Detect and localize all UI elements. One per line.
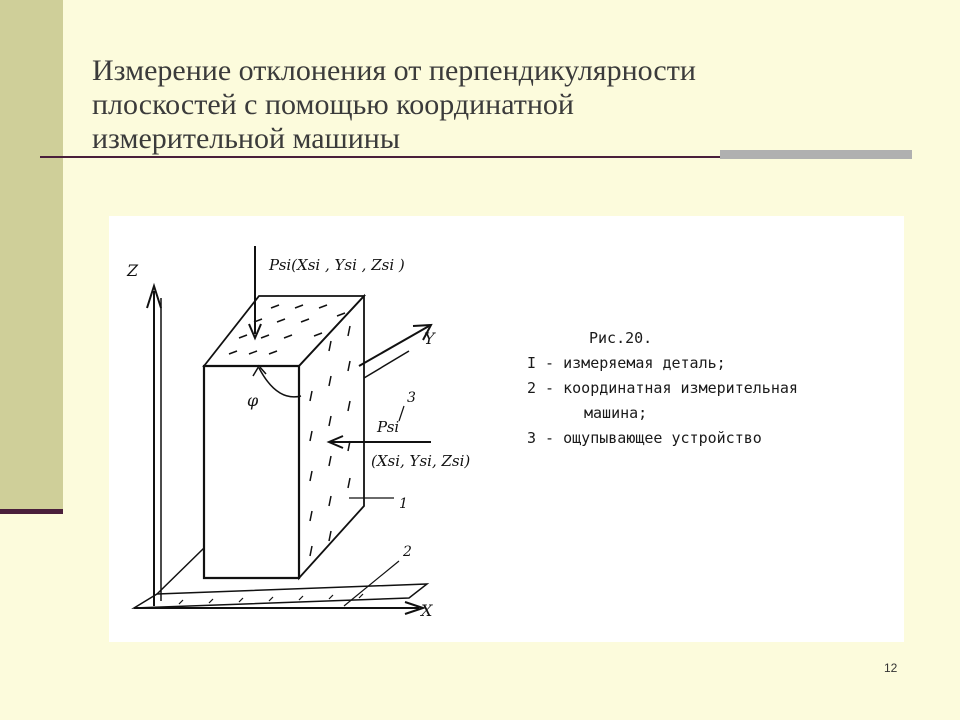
slide-title: [92, 54, 912, 156]
point-label-side-coords: (Xsi, Ysi, Zsi): [371, 452, 471, 470]
axis-y-label: Y: [424, 329, 435, 348]
figure-panel: [109, 216, 904, 642]
axis-z-label: Z: [127, 261, 139, 280]
caption-item-2-line-1: 2 - координатная измерительная: [527, 379, 798, 397]
caption-figure-number: Рис.20.: [589, 329, 653, 347]
page-number: 12: [884, 661, 898, 675]
title-line-2: плоскостей с помощью координатной: [92, 88, 574, 121]
angle-arrow: [253, 366, 266, 376]
point-label-side-p: Psi: [377, 418, 400, 436]
side-decor-bar: [0, 0, 63, 512]
base-plate: [134, 584, 427, 608]
y-rail-edge: [364, 351, 409, 378]
callout-3-line: [399, 406, 404, 421]
angle-label: φ: [247, 391, 259, 410]
axis-x-label: X: [421, 601, 433, 620]
caption-item-2-line-2: машина;: [584, 404, 648, 422]
side-decor-line: [0, 509, 63, 514]
part-top-face: [204, 296, 364, 366]
base-diagonal: [157, 548, 204, 594]
title-line-3: измерительной машины: [92, 122, 400, 155]
callout-2-label: 2: [403, 544, 412, 560]
title-underline-accent: [720, 150, 912, 159]
caption-item-1: I - измеряемая деталь;: [527, 354, 726, 372]
point-label-top: Psi(Xsi , Ysi , Zsi ): [269, 256, 405, 274]
callout-3-label: 3: [407, 390, 416, 406]
callout-1-label: 1: [399, 496, 408, 512]
caption-item-3: 3 - ощупывающее устройство: [527, 429, 762, 447]
title-line-1: Измерение отклонения от перпендикулярности: [92, 54, 696, 87]
figure-caption: [527, 326, 798, 451]
part-right-face: [299, 296, 364, 578]
